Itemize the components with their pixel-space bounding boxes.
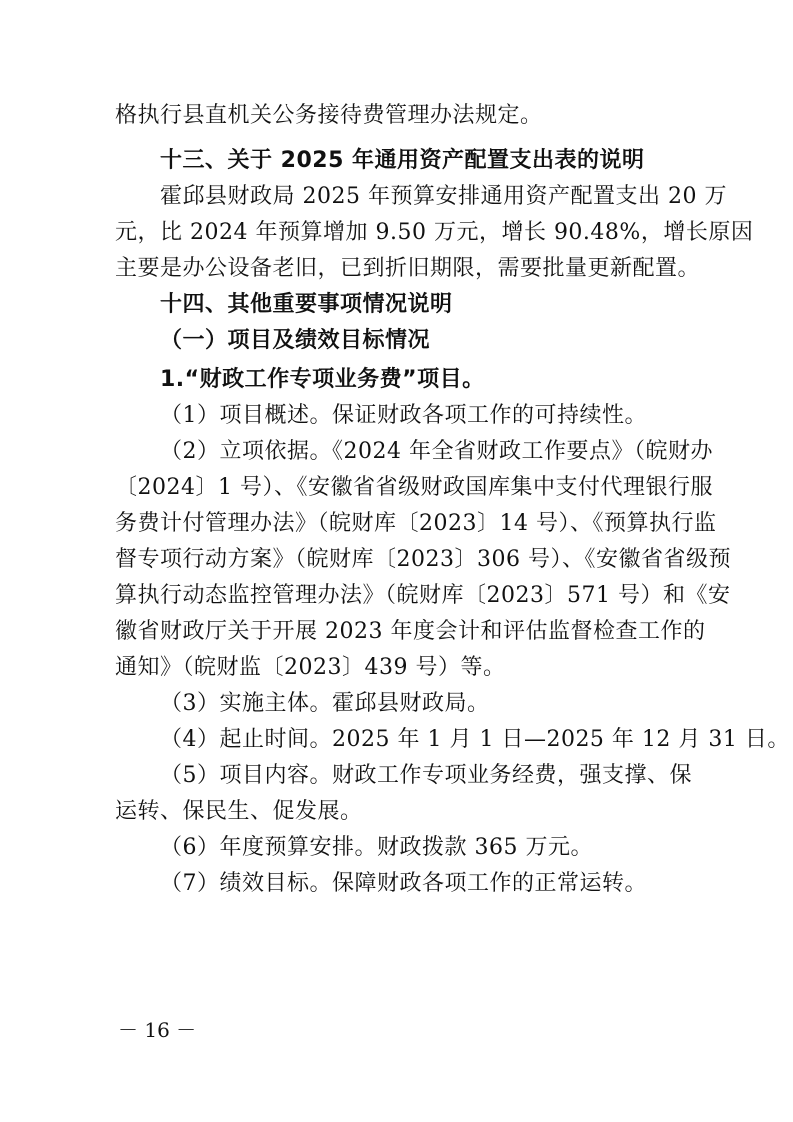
paragraph-line: （1）项目概述。保证财政各项工作的可持续性。	[160, 403, 647, 428]
paragraph-line: 徽省财政厅关于开展 2023 年度会计和评估监督检查工作的	[115, 619, 706, 644]
paragraph-line: 〔2024〕1 号）、《安徽省省级财政国库集中支付代理银行服	[115, 475, 713, 500]
paragraph-line: （5）项目内容。财政工作专项业务经费，强支撑、保	[160, 763, 692, 788]
paragraph-line: 霍邱县财政局 2025 年预算安排通用资产配置支出 20 万	[160, 184, 727, 209]
paragraph-line: 元，比 2024 年预算增加 9.50 万元，增长 90.48%，增长原因	[115, 220, 754, 245]
paragraph-line: 务费计付管理办法》（皖财库〔2023〕14 号）、《预算执行监	[115, 511, 717, 536]
paragraph-line: （4）起止时间。2025 年 1 月 1 日—2025 年 12 月 31 日。	[160, 727, 790, 752]
paragraph-line: 运转、保民生、促发展。	[115, 799, 363, 824]
paragraph-line: 督专项行动方案》（皖财库〔2023〕306 号）、《安徽省省级预	[115, 547, 731, 572]
page-number: － 16 －	[118, 1018, 197, 1042]
subsection-heading: （一）项目及绩效目标情况	[160, 328, 431, 353]
paragraph-line: （3）实施主体。霍邱县财政局。	[160, 691, 490, 716]
section-heading-13: 十三、关于 2025 年通用资产配置支出表的说明	[160, 148, 645, 173]
paragraph-line: 主要是办公设备老旧，已到折旧期限，需要批量更新配置。	[115, 256, 701, 281]
section-heading-14: 十四、其他重要事项情况说明	[160, 292, 453, 317]
paragraph-line: （2）立项依据。《2024 年全省财政工作要点》（皖财办	[160, 439, 713, 464]
paragraph-line: （6）年度预算安排。财政拨款 365 万元。	[160, 835, 593, 860]
paragraph-line: 通知》（皖财监〔2023〕439 号）等。	[115, 655, 506, 680]
paragraph-line: 格执行县直机关公务接待费管理办法规定。	[115, 103, 543, 128]
item-heading: 1.“财政工作专项业务费”项目。	[160, 367, 485, 392]
paragraph-line: （7）绩效目标。保障财政各项工作的正常运转。	[160, 871, 647, 896]
paragraph-line: 算执行动态监控管理办法》（皖财库〔2023〕571 号）和《安	[115, 583, 731, 608]
